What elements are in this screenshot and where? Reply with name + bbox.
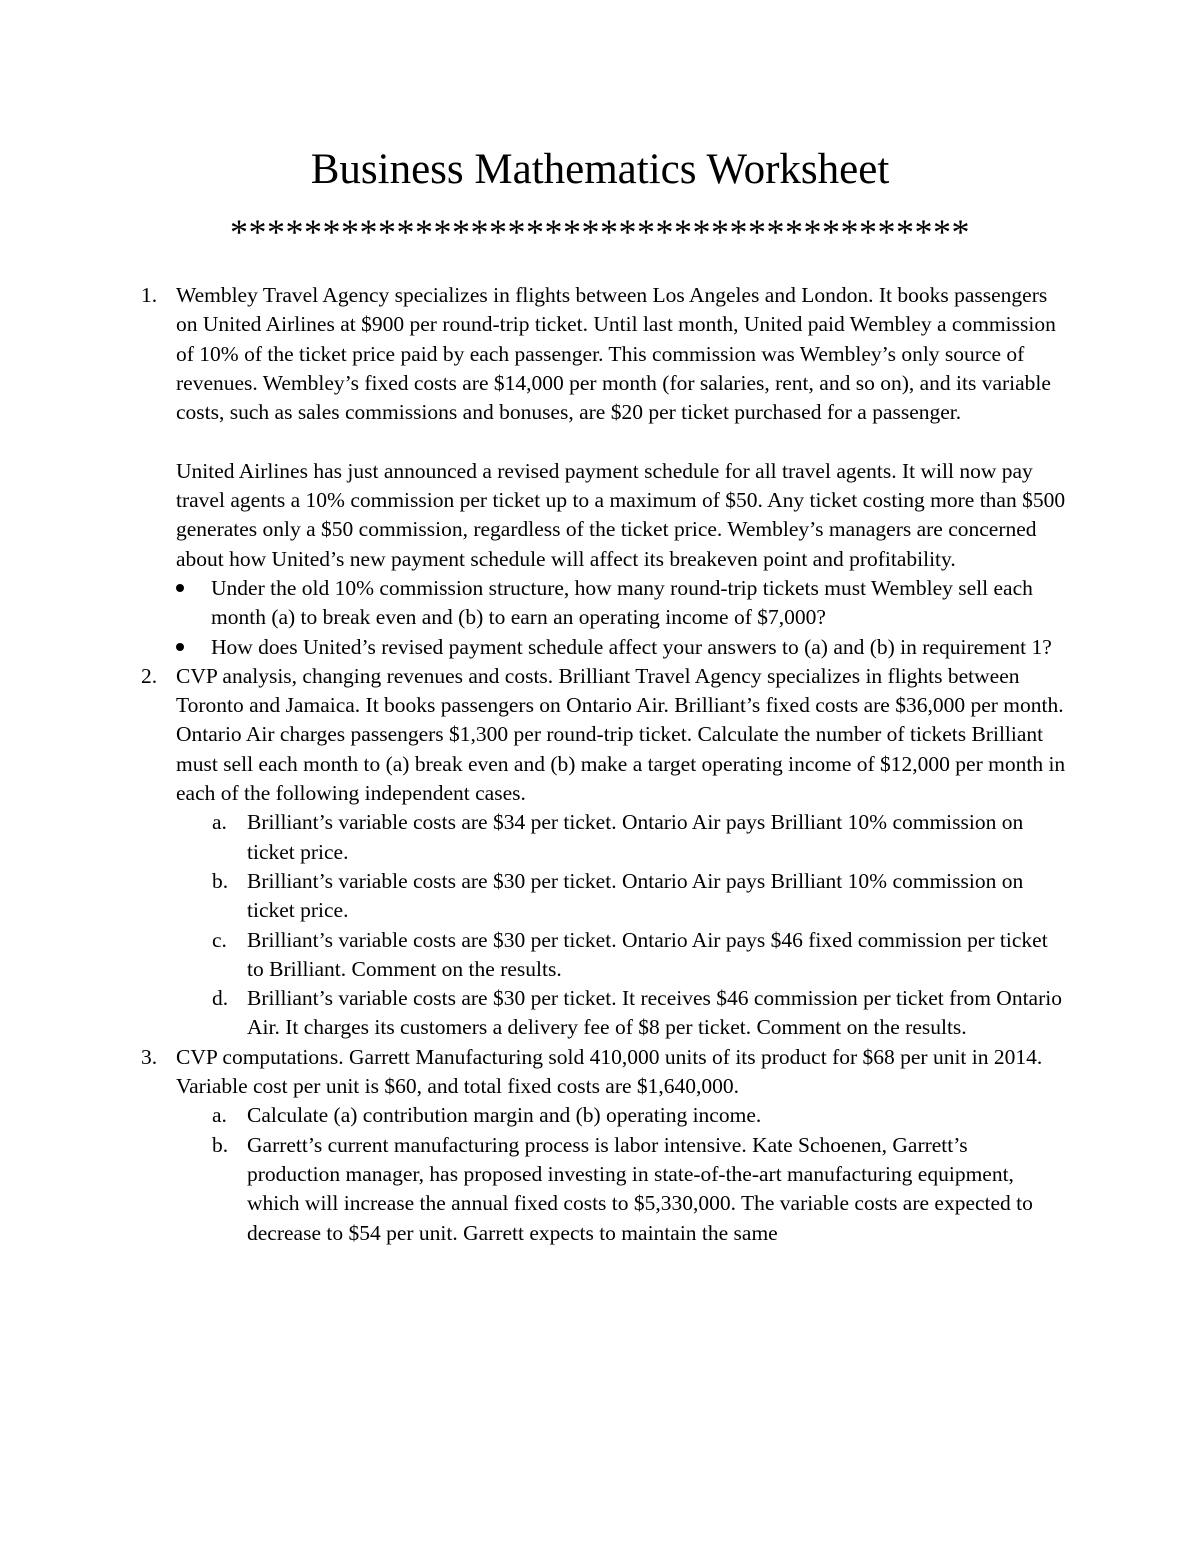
bullet-icon bbox=[176, 584, 184, 592]
sub-question bbox=[176, 867, 1066, 926]
sub-question-letter: b. bbox=[212, 1132, 229, 1157]
question-number: 1. bbox=[141, 283, 158, 307]
question-paragraph: CVP analysis, changing revenues and costs. Brilliant Travel Agency specializes in flights between Toronto and Jamaica. It books passengers on Ontario Air. Brilliant’s fixed costs are $36,000 per month. Ontario Air charges passengers $1,300 per round-trip ticket. Calculate the number of tickets Brilliant must sell each month to (a) break even and (b) make a target operating income of $12,000 per month in each of the following independent cases. bbox=[176, 663, 1066, 806]
paragraph-spacer bbox=[176, 427, 1066, 456]
sub-question bbox=[176, 984, 1066, 1043]
asterisk-divider: **************************************** bbox=[230, 214, 970, 250]
question-3 bbox=[0, 1043, 1066, 1248]
sub-question bbox=[176, 1131, 1066, 1248]
sub-question bbox=[176, 926, 1066, 985]
question-paragraph: United Airlines has just announced a revised payment schedule for all travel agents. It will now pay travel agents a 10% commission per ticket up to a maximum of $50. Any ticket costing more than $500 generates only a $50 commission, regardless of the ticket price. Wembley’s managers are concerned about how United’s new payment schedule will affect its breakeven point and profitability. bbox=[176, 458, 1066, 571]
question-number: 3. bbox=[141, 1044, 158, 1069]
sub-question-text: Brilliant’s variable costs are $30 per ticket. Ontario Air pays $46 fixed commission per ticket to Brilliant. Comment on the results. bbox=[247, 927, 1048, 981]
sub-question bbox=[176, 808, 1066, 867]
requirement-text: How does United’s revised payment schedule affect your answers to (a) and (b) in requirement 1? bbox=[211, 634, 1052, 659]
question-paragraph: CVP computations. Garrett Manufacturing sold 410,000 units of its product for $68 per unit in 2014. Variable cost per unit is $60, and total fixed costs are $1,640,000. bbox=[176, 1044, 1043, 1099]
sub-question-text: Brilliant’s variable costs are $34 per ticket. Ontario Air pays Brilliant 10% commission on ticket price. bbox=[247, 810, 1024, 864]
sub-question bbox=[176, 1101, 1066, 1130]
requirement-list bbox=[176, 574, 1066, 662]
sub-question-text: Brilliant’s variable costs are $30 per ticket. It receives $46 commission per ticket from Ontario Air. It charges its customers a delivery fee of $8 per ticket. Comment on the results. bbox=[247, 986, 1062, 1040]
sub-question-letter: a. bbox=[212, 810, 227, 835]
bullet-icon bbox=[176, 643, 184, 651]
sub-question-letter: a. bbox=[212, 1103, 227, 1128]
sub-question-text: Garrett’s current manufacturing process is labor intensive. Kate Schoenen, Garrett’s production manager, has proposed investing in state-of-the-art manufacturing equipment, which will increase the annual fixed costs to $5,330,000. The variable costs are expected to decrease to $54 per unit. Garrett expects to maintain the same bbox=[247, 1132, 1033, 1245]
page-title: Business Mathematics Worksheet bbox=[310, 146, 890, 193]
question-2 bbox=[0, 662, 1066, 1043]
question-paragraph: Wembley Travel Agency specializes in flights between Los Angeles and London. It books passengers on United Airlines at $900 per round-trip ticket. Until last month, United paid Wembley a commission of 10% of the ticket price paid by each passenger. This commission was Wembley’s only source of revenues. Wembley’s fixed costs are $14,000 per month (for salaries, rent, and so on), and its variable costs, such as sales commissions and bonuses, are $20 per ticket purchased for a passenger. bbox=[176, 283, 1056, 425]
sub-question-letter: d. bbox=[212, 986, 229, 1011]
sub-question-text: Brilliant’s variable costs are $30 per ticket. Ontario Air pays Brilliant 10% commission on ticket price. bbox=[247, 868, 1024, 923]
requirement-text: Under the old 10% commission structure, how many round-trip tickets must Wembley sell each month (a) to break even and (b) to earn an operating income of $7,000? bbox=[211, 575, 1033, 630]
requirement-item bbox=[176, 574, 1066, 633]
sub-question-text: Calculate (a) contribution margin and (b) operating income. bbox=[247, 1103, 762, 1128]
question-number: 2. bbox=[141, 663, 158, 688]
requirement-item bbox=[176, 633, 1066, 662]
sub-question-letter: b. bbox=[212, 868, 229, 893]
question-1 bbox=[0, 281, 1066, 662]
question-list bbox=[0, 281, 1200, 1248]
sub-question-letter: c. bbox=[212, 927, 227, 952]
